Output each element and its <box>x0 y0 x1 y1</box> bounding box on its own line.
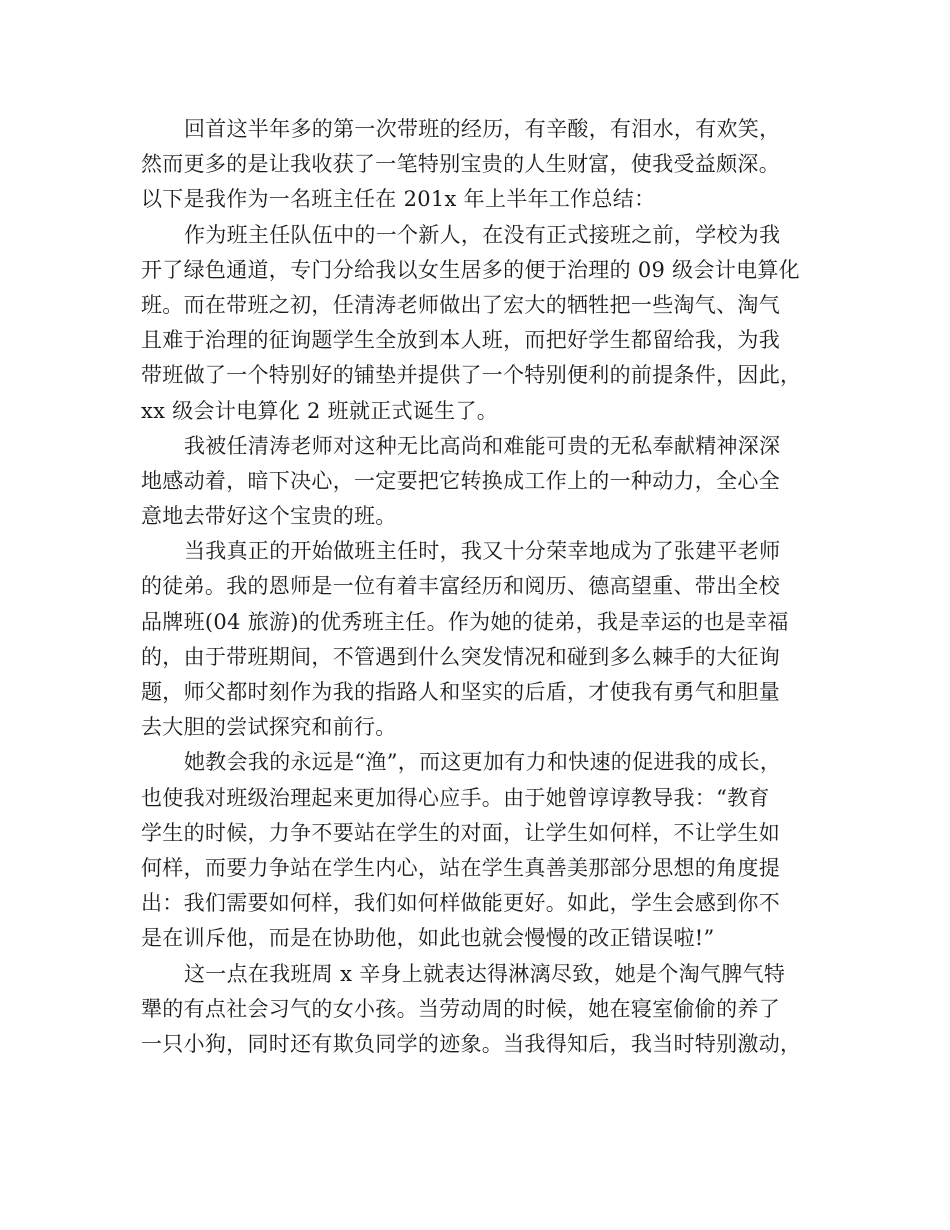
text-line: 以下是我作为一名班主任在 201x 年上半年工作总结： <box>141 187 656 212</box>
text-line: 学生的时候，力争不要站在学生的对面，让学生如何样，不让学生如 <box>141 820 780 845</box>
text-line: 带班做了一个特别好的铺垫并提供了一个特别便利的前提条件，因此， <box>141 363 802 388</box>
text-line: xx 级会计电算化 2 班就正式诞生了。 <box>141 398 499 423</box>
text-line: 回首这半年多的第一次带班的经历，有辛酸，有泪水，有欢笑， <box>184 117 781 141</box>
text-line: 地感动着，暗下决心，一定要把它转换成工作上的一种动力，全心全 <box>141 468 780 493</box>
text-line: 且难于治理的征询题学生全放到本人班，而把好学生都留给我，为我 <box>141 328 780 353</box>
text-line: 去大胆的尝试探究和前行。 <box>141 715 397 740</box>
text-line: 作为班主任队伍中的一个新人，在没有正式接班之前，学校为我 <box>184 222 781 247</box>
text-line: 的徒弟。我的恩师是一位有着丰富经历和阅历、德高望重、带出全校 <box>141 574 780 599</box>
text-line: 品牌班(04 旅游)的优秀班主任。作为她的徒弟，我是幸运的也是幸福 <box>141 609 789 634</box>
document-body <box>141 112 841 1062</box>
text-line: 班。而在带班之初，任清涛老师做出了宏大的牺牲把一些淘气、淘气 <box>141 292 780 317</box>
text-line: 意地去带好这个宝贵的班。 <box>141 504 397 529</box>
text-line: 犟的有点社会习气的女小孩。当劳动周的时候，她在寝室偷偷的养了 <box>141 996 780 1021</box>
text-line: 她教会我的永远是“渔”，而这更加有力和快速的促进我的成长， <box>184 750 782 775</box>
text-line: 这一点在我班周 x 辛身上就表达得淋漓尽致，她是个淘气脾气特 <box>184 961 786 986</box>
text-line: 的，由于带班期间，不管遇到什么突发情况和碰到多么棘手的大征询 <box>141 644 780 669</box>
text-line: 开了绿色通道，专门分给我以女生居多的便于治理的 09 级会计电算化 <box>141 257 800 282</box>
text-line: 题，师父都时刻作为我的指路人和坚实的后盾，才使我有勇气和胆量 <box>141 680 780 704</box>
text-line: 一只小狗，同时还有欺负同学的迹象。当我得知后，我当时特别激动， <box>141 1031 802 1056</box>
text-line: 我被任清涛老师对这种无比高尚和难能可贵的无私奉献精神深深 <box>184 433 781 458</box>
text-line: 然而更多的是让我收获了一笔特别宝贵的人生财富，使我受益颇深。 <box>141 152 780 177</box>
text-line: 是在训斥他，而是在协助他，如此也就会慢慢的改正错误啦!” <box>141 926 715 951</box>
text-line: 也使我对班级治理起来更加得心应手。由于她曾谆谆教导我：“教育 <box>141 785 770 810</box>
text-line: 何样，而要力争站在学生内心，站在学生真善美那部分思想的角度提 <box>141 855 780 880</box>
text-line: 当我真正的开始做班主任时，我又十分荣幸地成为了张建平老师 <box>184 539 781 564</box>
text-line: 出：我们需要如何样，我们如何样做能更好。如此，学生会感到你不 <box>141 891 780 916</box>
